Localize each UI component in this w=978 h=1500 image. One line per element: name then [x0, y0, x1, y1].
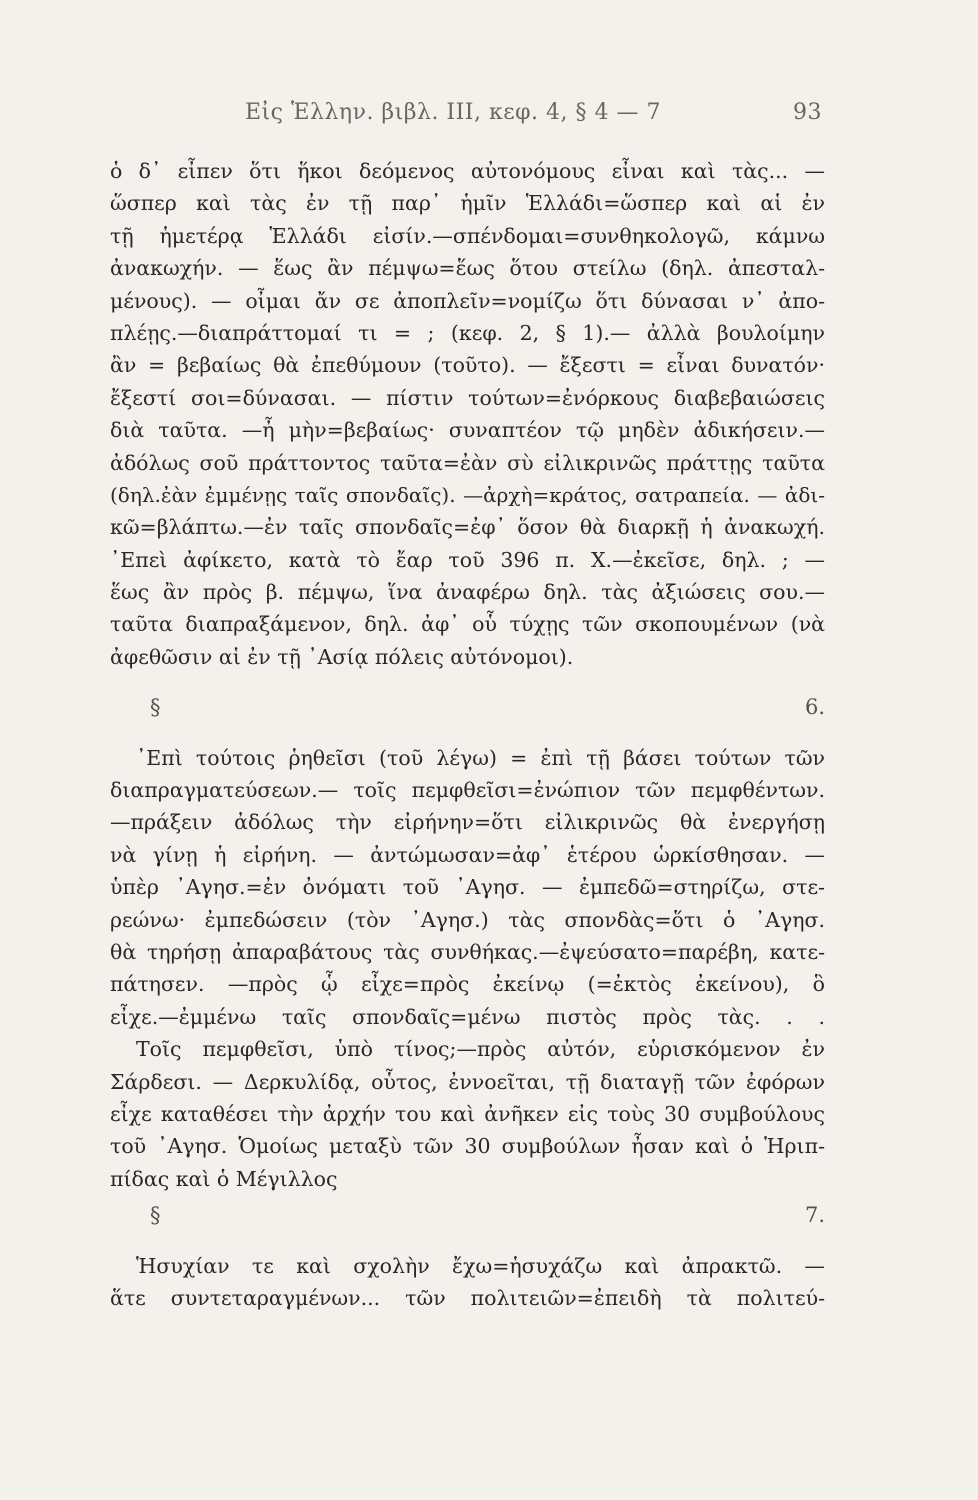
- section-heading-7: § 7.: [150, 1203, 825, 1228]
- text-line: πάτησεν. —πρὸς ᾧ εἶχε=πρὸς ἐκείνῳ (=ἐκτὸς ἐκείνου), ὃ: [110, 972, 825, 997]
- text-line: ὁ δ᾽ εἶπεν ὅτι ἥκοι δεόμενος αὐτονόμους εἶναι καὶ τὰς... —: [110, 159, 825, 183]
- text-line: ἔξεστί σοι=δύνασαι. — πίστιν τούτων=ἐνόρκους διαβεβαιώσεις: [110, 385, 825, 410]
- text-line: ἂν = βεβαίως θὰ ἐπεθύμουν (τοῦτο). — ἔξεστι = εἶναι δυνατόν·: [110, 353, 825, 378]
- text-line: νὰ γίνῃ ἡ εἰρήνη. — ἀντώμωσαν=ἀφ᾽ ἑτέρου ὡρκίσθησαν. —: [110, 842, 825, 867]
- running-head: [110, 100, 822, 134]
- text-line: τοῦ ᾿Αγησ. Ὁμοίως μεταξὺ τῶν 30 συμβούλων ἦσαν καὶ ὁ Ἡριπ-: [110, 1134, 825, 1159]
- text-line: ᾿Επεὶ ἀφίκετο, κατὰ τὸ ἔαρ τοῦ 396 π. Χ.—ἐκεῖσε, δηλ. ; —: [110, 547, 825, 572]
- text-line: ἀδόλως σοῦ πράττοντος ταῦτα=ἐὰν σὺ εἰλικρινῶς πράττῃς ταῦτα: [110, 450, 825, 475]
- text-line: εἶχε καταθέσει τὴν ἀρχήν του καὶ ἀνῆκεν εἰς τοὺς 30 συμβούλους: [110, 1101, 825, 1126]
- text-line: διὰ ταῦτα. —ἦ μὴν=βεβαίως· συναπτέον τῷ μηδὲν ἀδικήσειν.—: [110, 418, 825, 443]
- text-line: ὑπὲρ ᾿Αγησ.=ἐν ὀνόματι τοῦ ᾿Αγησ. — ἐμπεδῶ=στηρίζω, στε-: [110, 875, 825, 900]
- text-line: κῶ=βλάπτω.—ἐν ταῖς σπονδαῖς=ἐφ᾽ ὅσον θὰ διαρκῇ ἡ ἀνακωχή.: [110, 515, 825, 540]
- text-line: μένους). — οἶμαι ἄν σε ἀποπλεῖν=νομίζω ὅτι δύνασαι ν᾽ ἀπο-: [110, 288, 825, 313]
- text-line: ᾿Επὶ τούτοις ῥηθεῖσι (τοῦ λέγω) = ἐπὶ τῇ βάσει τούτων τῶν: [136, 745, 825, 770]
- text-line: θὰ τηρήσῃ ἀπαραβάτους τὰς συνθήκας.—ἐψεύσατο=παρέβη, κατε-: [110, 939, 825, 964]
- text-line: εἶχε.—ἐμμένω ταῖς σπονδαῖς=μένω πιστὸς πρὸς τὰς. . .: [110, 1004, 825, 1029]
- text-line: ρεώνω· ἐμπεδώσειν (τὸν ᾿Αγησ.) τὰς σπονδὰς=ὅτι ὁ ᾿Αγησ.: [110, 907, 825, 932]
- text-line: πλέῃς.—διαπράττομαί τι = ; (κεφ. 2, § 1).— ἀλλὰ βουλοίμην: [110, 320, 825, 345]
- text-line: ὥσπερ καὶ τὰς ἐν τῇ παρ᾽ ἡμῖν Ἑλλάδι=ὥσπερ καὶ αἱ ἐν: [110, 191, 825, 216]
- text-line: ἕως ἂν πρὸς β. πέμψω, ἵνα ἀναφέρω δηλ. τὰς ἀξιώσεις σου.—: [110, 580, 825, 605]
- text-line: —πράξειν ἀδόλως τὴν εἰρήνην=ὅτι εἰλικρινῶς θὰ ἐνεργήσῃ: [110, 810, 825, 835]
- text-line: ἀνακωχήν. — ἕως ἂν πέμψω=ἕως ὅτου στείλω (δηλ. ἀπεσταλ-: [110, 256, 825, 281]
- page-number: 93: [793, 100, 822, 125]
- text-line: ἅτε συντεταραγμένων... τῶν πολιτειῶν=ἐπειδὴ τὰ πολιτεύ-: [110, 1285, 825, 1310]
- running-title: Εἰς Ἑλλην. βιβλ. III, κεφ. 4, § 4 — 7: [245, 100, 661, 125]
- text-line: (δηλ.ἐὰν ἐμμένῃς ταῖς σπονδαῖς). —ἀρχὴ=κράτος, σατραπεία. — ἀδι-: [110, 482, 825, 507]
- text-line: ἀφεθῶσιν αἱ ἐν τῇ ᾿Ασίᾳ πόλεις αὐτόνομοι).: [110, 644, 574, 669]
- text-line: διαπραγματεύσεων.— τοῖς πεμφθεῖσι=ἐνώπιον τῶν πεμφθέντων.: [110, 778, 825, 803]
- text-line: πίδας καὶ ὁ Μέγιλλος: [110, 1166, 338, 1191]
- section-heading-6: § 6.: [150, 695, 825, 720]
- text-line: Τοῖς πεμφθεῖσι, ὑπὸ τίνος;—πρὸς αὐτόν, εὑρισκόμενον ἐν: [136, 1037, 825, 1062]
- commentary-text: [110, 155, 825, 1314]
- text-line: τῇ ἡμετέρᾳ Ἑλλάδι εἰσίν.—σπένδομαι=συνθηκολογῶ, κάμνω: [110, 223, 825, 248]
- text-line: Ἡσυχίαν τε καὶ σχολὴν ἔχω=ἡσυχάζω καὶ ἀπρακτῶ. —: [136, 1253, 825, 1278]
- text-line: Σάρδεσι. — Δερκυλίδᾳ, οὗτος, ἐννοεῖται, τῇ διαταγῇ τῶν ἐφόρων: [110, 1069, 825, 1094]
- text-line: ταῦτα διαπραξάμενον, δηλ. ἀφ᾽ οὗ τύχῃς τῶν σκοπουμένων (νὰ: [110, 612, 825, 637]
